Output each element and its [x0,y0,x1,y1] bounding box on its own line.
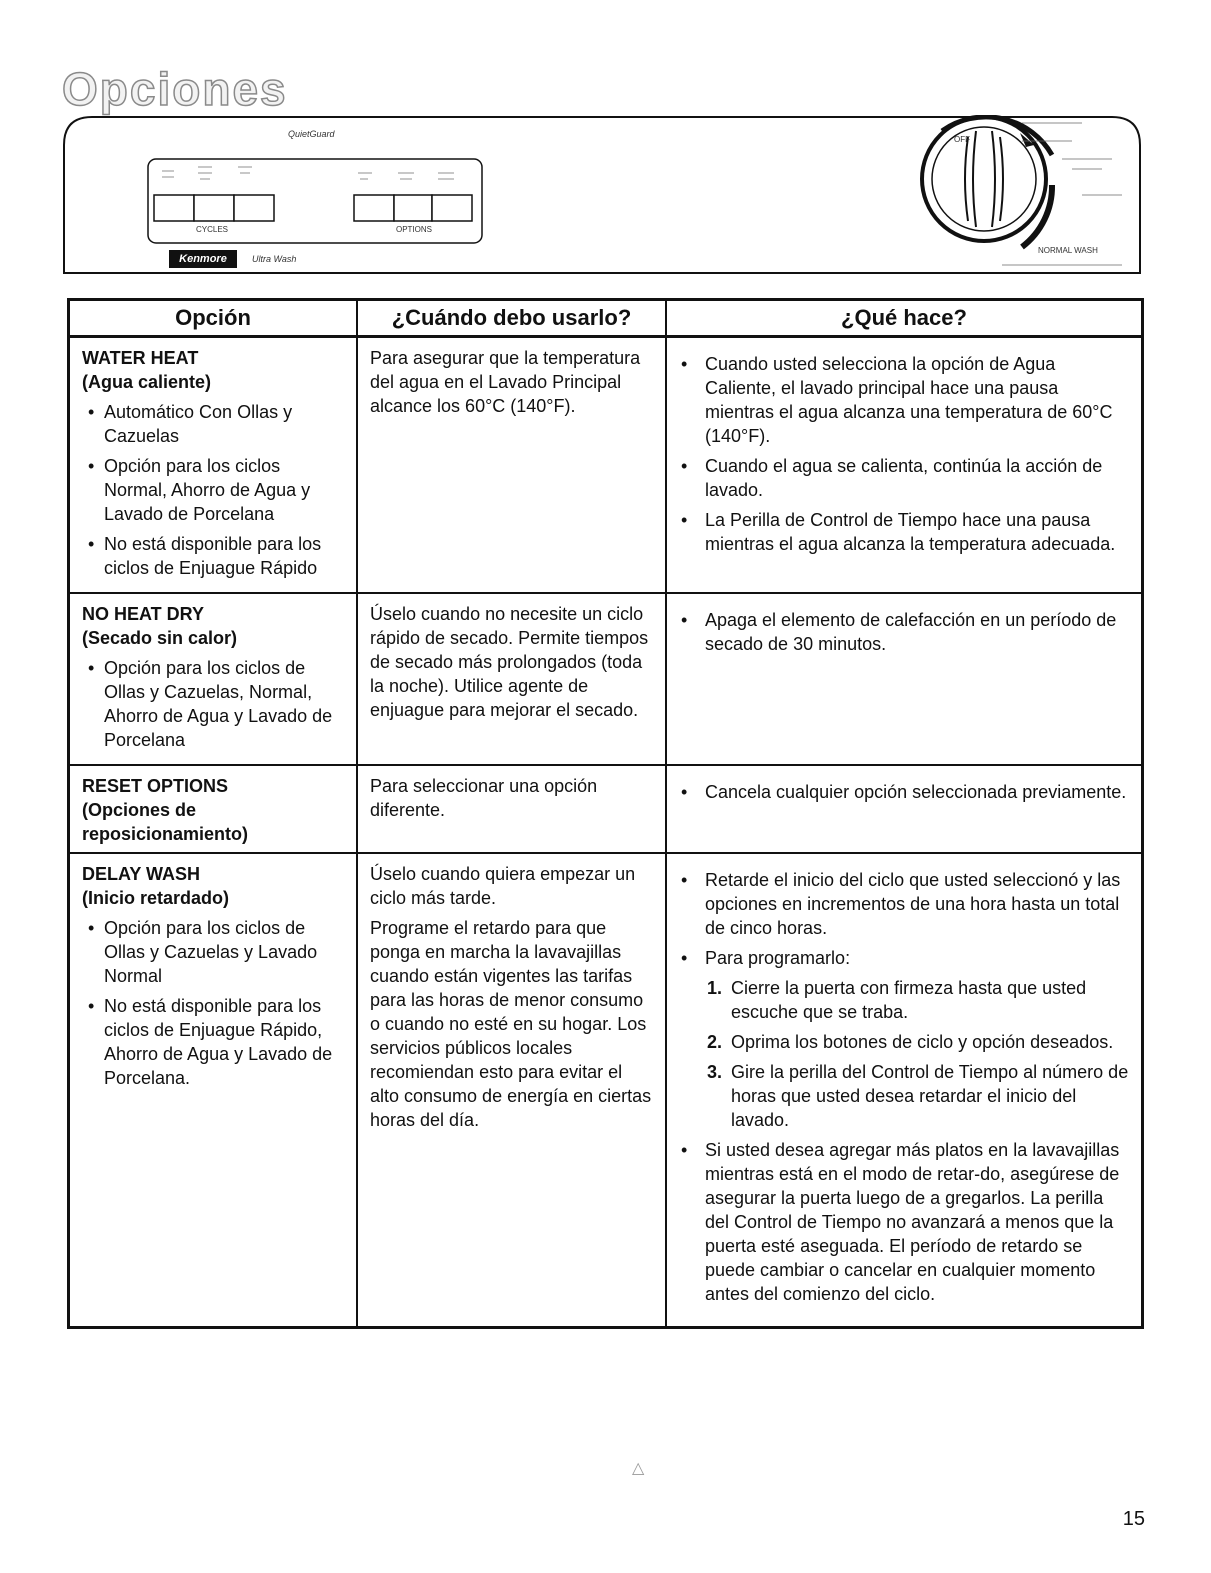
list-item: • Cuando el agua se calienta, continúa la acción de lavado. [679,454,1131,502]
list-item: • Cuando usted selecciona la opción de Agua Caliente, el lavado principal hace una pausa mientras el agua alcanza una temperatura de 60°C (140°F). [679,352,1131,448]
list-item: • Para programarlo: [679,946,1131,970]
step-text: Cierre la puerta con firmeza hasta que usted escuche que se traba. [731,978,1087,1022]
options-label: OPTIONS [396,225,433,234]
what-cell [666,337,1143,594]
dial-normal-wash-label: NORMAL WASH [1038,246,1098,255]
what-cell [666,853,1143,1328]
list-item: • La Perilla de Control de Tiempo hace una pausa mientras el agua alcanza la temperatura adecuada. [679,508,1131,556]
list-item: • Apaga el elemento de calefacción en un período de secado de 30 minutos. [679,608,1131,656]
when-cell [357,593,666,765]
table-row-water-heat [69,337,1143,594]
list-item: • Opción para los ciclos Normal, Ahorro de Agua y Lavado de Porcelana [82,454,346,526]
page-number: 15 [1122,1508,1145,1530]
when-cell [357,853,666,1328]
cycle-button-2 [194,195,234,221]
what-cell [666,593,1143,765]
header-when: ¿Cuándo debo usarlo? [357,300,666,337]
option-subtitle: (Secado sin calor) [82,628,238,648]
when-text: Programe el retardo para que ponga en marcha la lavavajillas cuando están vigentes las tarifas para las horas de menor consumo o cuando no esté en su hogar. Los servicios públicos locales recomiendan esto para evitar el alto consumo de energía en ciertas horas del día. [370,918,652,1130]
table-row-delay-wash [69,853,1143,1328]
quietguard-label: QuietGuard [288,129,335,139]
when-text: Úselo cuando no necesite un ciclo rápido de secado. Permite tiempos de secado más prolongados (toda la noche). Utilice agente de enjuague para mejorar el secado. [370,604,649,720]
option-cell [69,853,358,1328]
option-button-3 [432,195,472,221]
option-cell [69,593,358,765]
step-text: Oprima los botones de ciclo y opción deseados. [731,1032,1114,1052]
list-item: • No está disponible para los ciclos de Enjuague Rápido, Ahorro de Agua y Lavado de Porcelana. [82,994,346,1090]
option-name: WATER HEAT [82,348,199,368]
control-panel-illustration [62,115,1142,275]
step-number: 3. [707,1062,723,1082]
scan-mark-icon: △ [632,1460,645,1477]
option-subtitle: (Agua caliente) [82,372,212,392]
table-row-reset-options [69,765,1143,853]
when-text: Para asegurar que la temperatura del agua en el Lavado Principal alcance los 60°C (140°F). [370,348,641,416]
when-text: Úselo cuando quiera empezar un ciclo más tarde. [370,864,636,908]
step-item [679,1030,1131,1054]
page-title: Opciones [62,63,288,115]
header-option: Opción [69,300,358,337]
option-subtitle: (Inicio retardado) [82,888,230,908]
list-item: • Retarde el inicio del ciclo que usted seleccionó y las opciones en incrementos de una hora hasta un total de cinco horas. [679,868,1131,940]
list-item: • Opción para los ciclos de Ollas y Cazuelas, Normal, Ahorro de Agua y Lavado de Porcelana [82,656,346,752]
cycle-button-3 [234,195,274,221]
option-subtitle: (Opciones de reposicionamiento) [82,800,249,844]
option-name: NO HEAT DRY [82,604,205,624]
list-item: • Si usted desea agregar más platos en la lavavajillas mientras está en el modo de retar-do, asegúrese de asegurar la puerta luego de a gregarlos. La perilla del Control de Tiempo no avanzará a menos que la puerta esté aseguada. El período de retardo se puede cambiar o cancelar en cualquier momento antes del comienzo del ciclo. [679,1138,1131,1306]
list-item: • Automático Con Ollas y Cazuelas [82,400,346,448]
ultra-wash-label: Ultra Wash [252,254,297,264]
when-cell [357,765,666,853]
option-button-2 [394,195,432,221]
option-name: RESET OPTIONS [82,776,229,796]
header-what: ¿Qué hace? [666,300,1143,337]
step-number: 2. [707,1032,723,1052]
option-cell [69,765,358,853]
step-item [679,976,1131,1024]
option-button-1 [354,195,394,221]
cycle-button-1 [154,195,194,221]
options-table [67,298,1144,1329]
option-name: DELAY WASH [82,864,201,884]
step-number: 1. [707,978,723,998]
table-header-row [69,300,1143,337]
step-text: Gire la perilla del Control de Tiempo al número de horas que usted desea retardar el inicio del lavado. [731,1062,1129,1130]
list-item: • No está disponible para los ciclos de Enjuague Rápido [82,532,346,580]
cycles-label: CYCLES [196,225,229,234]
step-item [679,1060,1131,1132]
dial-off-label: OFF [954,135,970,144]
list-item: • Opción para los ciclos de Ollas y Cazuelas y Lavado Normal [82,916,346,988]
table-row-no-heat-dry [69,593,1143,765]
option-cell [69,337,358,594]
brand-logo: Kenmore [169,250,237,268]
what-cell [666,765,1143,853]
when-text: Para seleccionar una opción diferente. [370,776,598,820]
when-cell [357,337,666,594]
list-item: • Cancela cualquier opción seleccionada previamente. [679,780,1131,804]
